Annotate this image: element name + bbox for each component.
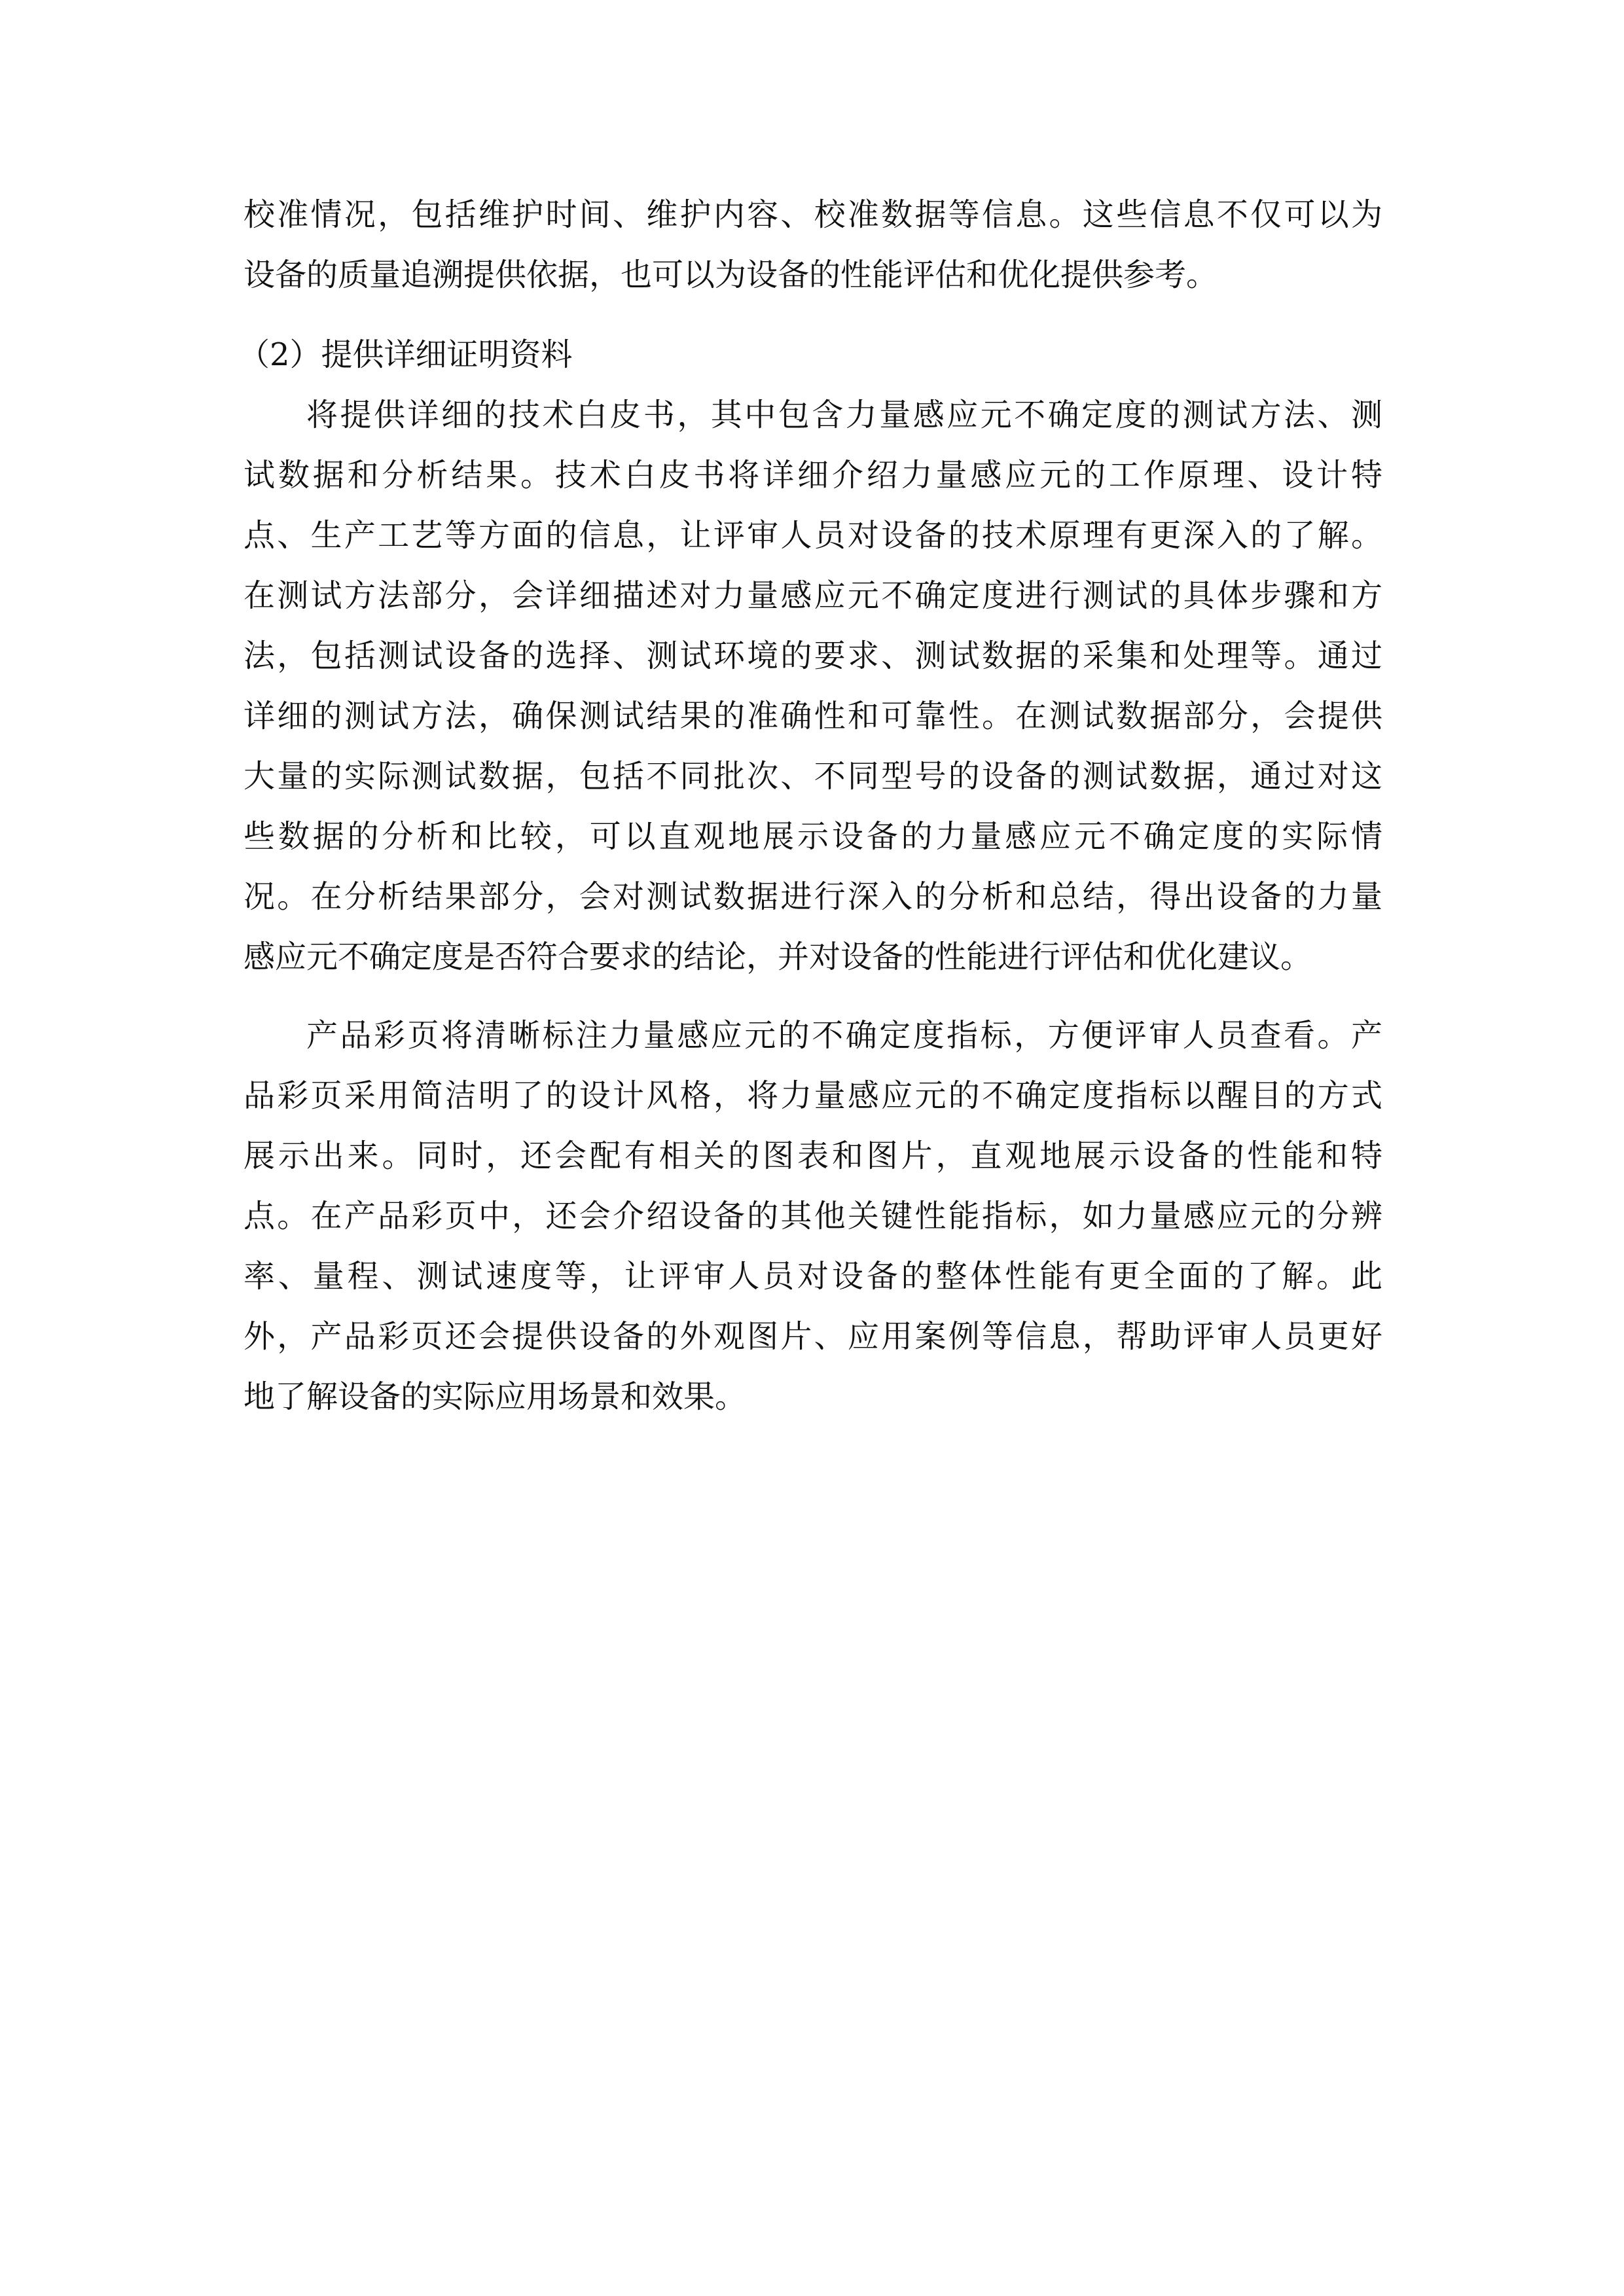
paragraph-line: 点。在产品彩页中，还会介绍设备的其他关键性能指标，如力量感应元的分辨 (244, 1198, 1382, 1234)
paragraph-line: 况。在分析结果部分，会对测试数据进行深入的分析和总结，得出设备的力量 (244, 878, 1382, 915)
paragraph-line: 法，包括测试设备的选择、测试环境的要求、测试数据的采集和处理等。通过 (244, 637, 1382, 674)
paragraph-line: 些数据的分析和比较，可以直观地展示设备的力量感应元不确定度的实际情 (244, 818, 1382, 855)
paragraph-line: 大量的实际测试数据，包括不同批次、不同型号的设备的测试数据，通过对这 (244, 758, 1382, 795)
document-body (238, 185, 1382, 1427)
paragraph-line: 试数据和分析结果。技术白皮书将详细介绍力量感应元的工作原理、设计特 (244, 457, 1382, 493)
paragraph-line: 设备的质量追溯提供依据，也可以为设备的性能评估和优化提供参考。 (244, 257, 1218, 293)
paragraph-line: 详细的测试方法，确保测试结果的准确性和可靠性。在测试数据部分，会提供 (244, 698, 1382, 734)
paragraph-line: 感应元不确定度是否符合要求的结论，并对设备的性能进行评估和优化建议。 (244, 939, 1312, 975)
paragraph-line: 产品彩页将清晰标注力量感应元的不确定度指标，方便评审人员查看。产 (306, 1017, 1382, 1054)
paragraph-product-brochure (244, 1005, 1382, 1427)
paragraph-line: 校准情况，包括维护时间、维护内容、校准数据等信息。这些信息不仅可以为 (244, 196, 1382, 233)
paragraph-line: 外，产品彩页还会提供设备的外观图片、应用案例等信息，帮助评审人员更好 (244, 1318, 1382, 1355)
paragraph-technical-whitepaper (244, 385, 1382, 987)
section-heading: （2）提供详细证明资料 (238, 336, 573, 373)
paragraph-line: 品彩页采用简洁明了的设计风格，将力量感应元的不确定度指标以醒目的方式 (244, 1077, 1382, 1114)
continued-paragraph (244, 185, 1382, 305)
paragraph-line: 将提供详细的技术白皮书，其中包含力量感应元不确定度的测试方法、测 (306, 397, 1382, 433)
paragraph-line: 在测试方法部分，会详细描述对力量感应元不确定度进行测试的具体步骤和方 (244, 577, 1382, 614)
paragraph-line: 率、量程、测试速度等，让评审人员对设备的整体性能有更全面的了解。此 (244, 1258, 1382, 1295)
paragraph-line: 点、生产工艺等方面的信息，让评审人员对设备的技术原理有更深入的了解。 (244, 517, 1382, 554)
paragraph-line: 展示出来。同时，还会配有相关的图表和图片，直观地展示设备的性能和特 (244, 1138, 1382, 1174)
paragraph-line: 地了解设备的实际应用场景和效果。 (244, 1378, 747, 1415)
